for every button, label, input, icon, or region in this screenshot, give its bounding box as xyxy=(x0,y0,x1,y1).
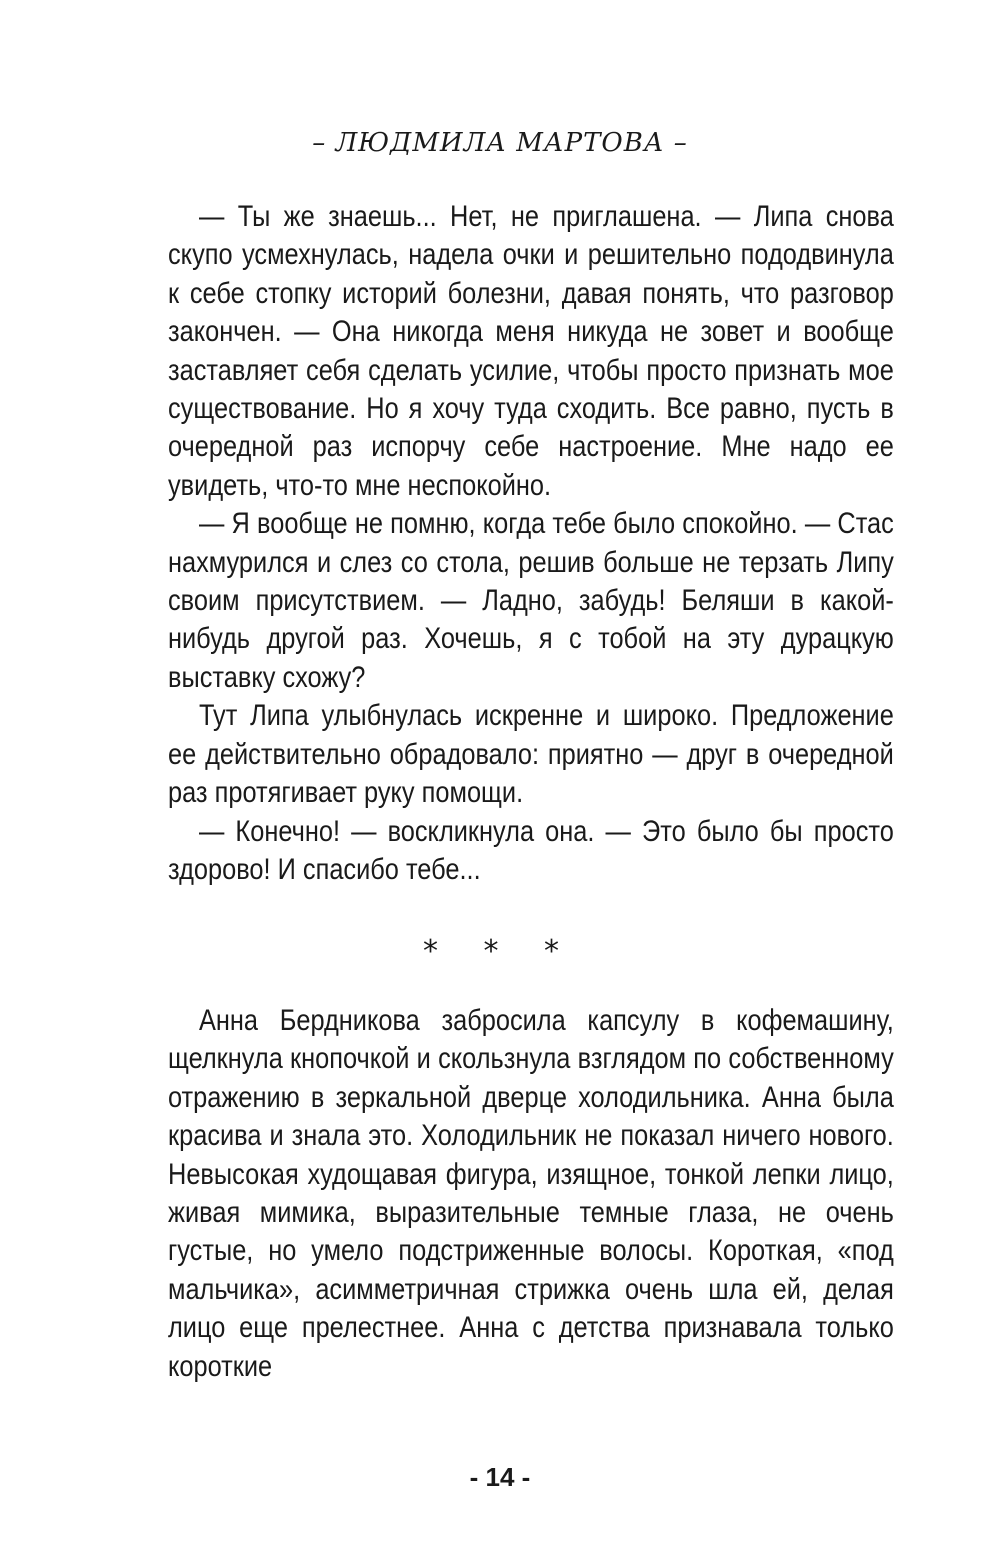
text-block-top xyxy=(168,198,894,889)
paragraph: — Я вообще не помню, когда тебе было спокойно. — Стас нахмурился и слез со стола, решив больше не терзать Липу своим присутствием. — Ладно, забудь! Беляши в какой-нибудь другой раз. Хочешь, я с тобой на эту дурацкую выставку схожу? xyxy=(168,507,894,694)
paragraph: Тут Липа улыбнулась искренне и широко. Предложение ее действительно обрадовало: приятно — друг в очередной раз протягивает руку помощи. xyxy=(168,699,894,810)
page-number: - 14 - xyxy=(469,1462,531,1492)
section-separator: * * * xyxy=(422,934,578,969)
running-head: – ЛЮДМИЛА МАРТОВА – xyxy=(312,128,688,158)
text-block-bottom xyxy=(168,1002,894,1386)
paragraph: Анна Бердникова забросила капсулу в кофемашину, щелкнула кнопочкой и скользнула взглядом по собственному отражению в зеркальной дверце холодильника. Анна была красива и знала это. Холодильник не показал ничего нового. Невысокая худощавая фигура, изящное, тонкой лепки лицо, живая мимика, выразительные темные глаза, не очень густые, но умело подстриженные волосы. Короткая, «под мальчика», асимметричная стрижка очень шла ей, делая лицо еще прелестнее. Анна с детства признавала только короткие xyxy=(168,1004,894,1383)
paragraph: — Конечно! — воскликнула она. — Это было бы просто здорово! И спасибо тебе... xyxy=(168,814,894,886)
paragraph: — Ты же знаешь... Нет, не приглашена. — Липа снова скупо усмехнулась, надела очки и решительно пододвинула к себе стопку историй болезни, давая понять, что разговор закончен. — Она никогда меня никуда не зовет и вообще заставляет себя сделать усилие, чтобы просто признать мое существование. Но я хочу туда сходить. Все равно, пусть в очередной раз испорчу себе настроение. Мне надо ее увидеть, что-то мне неспокойно. xyxy=(168,200,894,502)
